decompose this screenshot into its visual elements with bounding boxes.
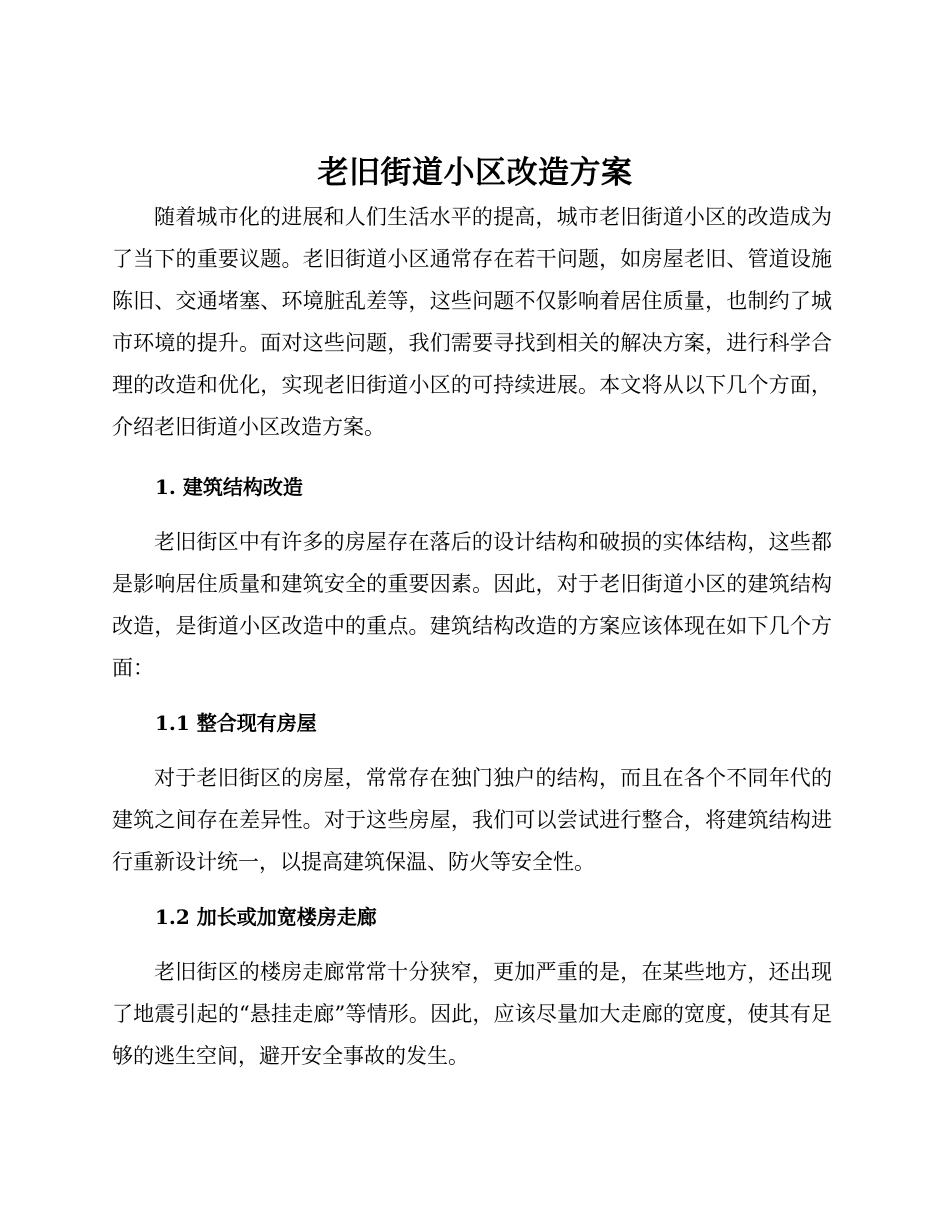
intro-paragraph: 随着城市化的进展和人们生活水平的提高，城市老旧街道小区的改造成为了当下的重要议题。老旧街道小区通常存在若干问题，如房屋老旧、管道设施陈旧、交通堵塞、环境脏乱差等，这些问题不仅影响着居住质量，也制约了城市环境的提升。面对这些问题，我们需要寻找到相关的解决方案，进行科学合理的改造和优化，实现老旧街道小区的可持续进展。本文将从以下几个方面，介绍老旧街道小区改造方案。: [112, 205, 832, 439]
section-body-1-2: 老旧街区的楼房走廊常常十分狭窄，更加严重的是，在某些地方，还出现了地震引起的“悬挂走廊”等情形。因此，应该尽量加大走廊的宽度，使其有足够的逃生空间，避开安全事故的发生。: [112, 960, 832, 1068]
page-title: 老旧街道小区改造方案: [317, 155, 633, 191]
section-body-1: 老旧街区中有许多的房屋存在落后的设计结构和破损的实体结构，这些都是影响居住质量和建筑安全的重要因素。因此，对于老旧街道小区的建筑结构改造，是街道小区改造中的重点。建筑结构改造的方案应该体现在如下几个方面：: [112, 530, 832, 680]
section-heading-1-2: 1.2 加长或加宽楼房走廊: [155, 905, 377, 929]
section-heading-1-1: 1.1 整合现有房屋: [155, 711, 317, 735]
section-body-1-1: 对于老旧街区的房屋，常常存在独门独户的结构，而且在各个不同年代的建筑之间存在差异性。对于这些房屋，我们可以尝试进行整合，将建筑结构进行重新设计统一，以提高建筑保温、防火等安全性。: [112, 766, 832, 874]
section-heading-1: 1. 建筑结构改造: [155, 475, 303, 499]
